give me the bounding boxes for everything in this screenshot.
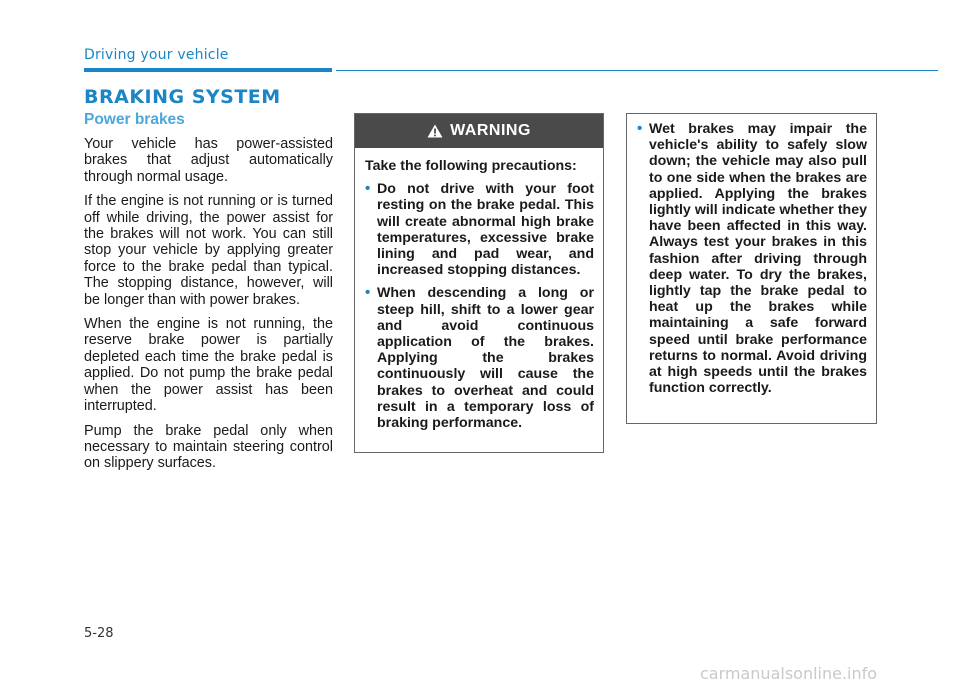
info-bullet bbox=[637, 121, 867, 396]
page-number: 5-28 bbox=[84, 626, 114, 641]
bullet-dot-icon: • bbox=[365, 284, 371, 302]
info-bullet-list bbox=[637, 121, 867, 396]
sub-heading: Power brakes bbox=[84, 111, 185, 128]
body-column bbox=[84, 136, 333, 480]
warning-bullet-text: When descending a long or steep hill, shift to a lower gear and avoid continuous application of the brakes. Applying the brakes continuously will cause the brakes to overheat and could result in a temporary loss of braking performance. bbox=[377, 285, 594, 432]
header-rule-thick bbox=[84, 68, 332, 72]
warning-bullet-list bbox=[365, 181, 594, 431]
body-paragraph: Pump the brake pedal only when necessary to maintain steering control on slippery surfaces. bbox=[84, 422, 333, 472]
warning-body bbox=[355, 148, 603, 431]
bullet-dot-icon: • bbox=[637, 120, 643, 137]
warning-title: WARNING bbox=[450, 122, 531, 139]
body-paragraph: Your vehicle has power-assisted brakes that adjust automatically through normal usage. bbox=[84, 136, 333, 185]
body-paragraph: If the engine is not running or is turned off while driving, the power assist for the brakes will not work. You can still stop your vehicle by applying greater force to the brake pedal than typical. The stopping distance, however, will be longer than with power brakes. bbox=[84, 193, 333, 308]
header-rule-thin bbox=[336, 70, 938, 71]
warning-triangle-icon bbox=[427, 124, 443, 138]
body-paragraph: When the engine is not running, the reserve brake power is partially depleted each time the brake pedal is applied. Do not pump the brake pedal when the power assist has been interrupted. bbox=[84, 316, 333, 415]
watermark: carmanualsonline.info bbox=[700, 664, 878, 683]
section-label: Driving your vehicle bbox=[84, 47, 229, 63]
warning-bullet bbox=[365, 285, 594, 431]
bullet-dot-icon: • bbox=[365, 180, 371, 198]
info-body bbox=[627, 114, 876, 396]
info-bullet-text: Wet brakes may impair the vehicle's ability to safely slow down; the vehicle may also pull to one side when the brakes are applied. Applying the brakes lightly will indicate whether they have been affected in this way. Always test your brakes in this fashion after driving through deep water. To dry the brakes, lightly tap the brake pedal to heat up the brakes while maintaining a safe forward speed until brake performance returns to normal. Avoid driving at high speeds until the brakes function correctly. bbox=[649, 121, 867, 397]
warning-intro: Take the following precautions: bbox=[365, 158, 577, 174]
warning-header bbox=[355, 114, 603, 148]
page-heading: BRAKING SYSTEM bbox=[84, 86, 281, 108]
warning-box bbox=[354, 113, 604, 453]
info-box bbox=[626, 113, 877, 424]
warning-bullet bbox=[365, 181, 594, 278]
warning-bullet-text: Do not drive with your foot resting on the brake pedal. This will create abnormal high brake temperatures, excessive brake lining and pad wear, and increased stopping distances. bbox=[377, 181, 594, 279]
